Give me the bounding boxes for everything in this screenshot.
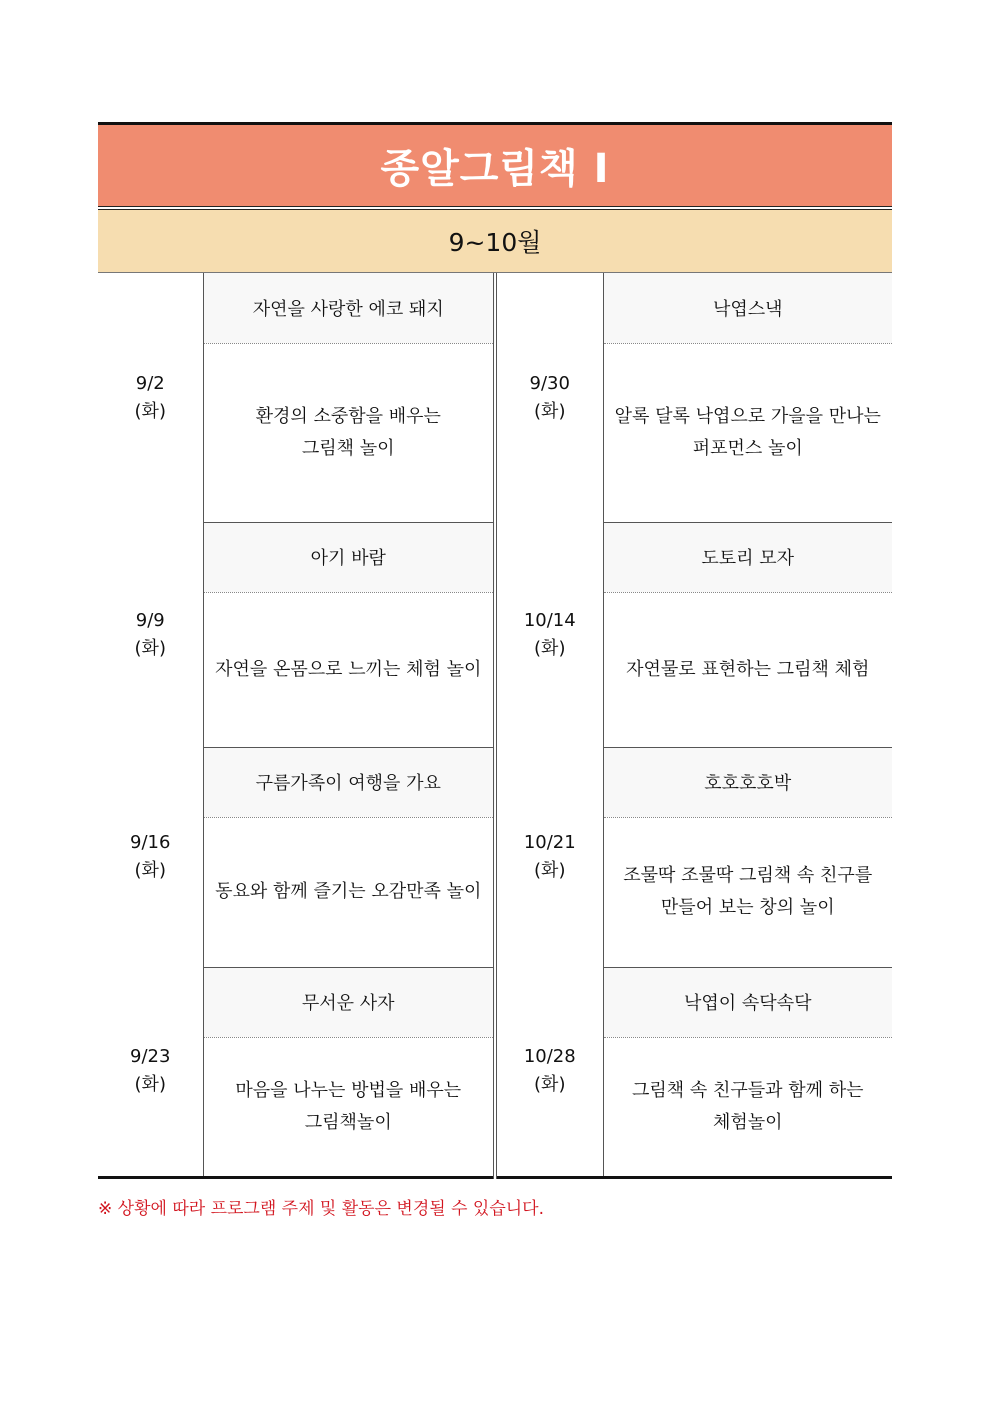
footnote: ※ 상황에 따라 프로그램 주제 및 활동은 변경될 수 있습니다. xyxy=(98,1199,544,1219)
session-description xyxy=(603,817,892,967)
session-description xyxy=(603,1037,892,1177)
day-text: (화) xyxy=(534,637,566,659)
session-date xyxy=(495,747,603,967)
description-line: 그림책 속 친구들과 함께 하는 xyxy=(631,1079,864,1101)
session-date xyxy=(495,522,603,747)
description-line: 동요와 함께 즐기는 오감만족 놀이 xyxy=(215,881,482,902)
session-description xyxy=(603,592,892,747)
description-line: 체험놀이 xyxy=(712,1111,783,1133)
date-text: 10/28 xyxy=(523,1046,576,1068)
description-line: 마음을 나누는 방법을 배우는 xyxy=(235,1079,462,1101)
day-text: (화) xyxy=(134,1074,166,1096)
date-text: 9/9 xyxy=(135,609,165,631)
description-line: 자연을 온몸으로 느끼는 체험 놀이 xyxy=(215,658,482,680)
description-line: 그림책놀이 xyxy=(304,1111,392,1133)
day-text: (화) xyxy=(534,400,566,422)
session-date xyxy=(495,967,603,1177)
description-line: 그림책 놀이 xyxy=(301,437,395,459)
session-topic: 아기 바람 xyxy=(203,522,495,592)
date-text: 9/23 xyxy=(130,1046,171,1068)
session-topic: 호호호호박 xyxy=(603,747,892,817)
date-text: 9/30 xyxy=(529,372,570,394)
date-text: 9/2 xyxy=(135,372,165,394)
date-text: 10/21 xyxy=(523,832,576,853)
description-line: 환경의 소중함을 배우는 xyxy=(255,405,441,427)
session-description xyxy=(203,592,495,747)
day-text: (화) xyxy=(134,637,166,659)
session-description xyxy=(203,343,495,522)
session-date xyxy=(98,967,203,1177)
session-topic: 도토리 모자 xyxy=(603,522,892,592)
session-description xyxy=(203,817,495,967)
session-date xyxy=(495,273,603,522)
session-date xyxy=(98,522,203,747)
schedule-table xyxy=(98,273,892,1179)
session-topic: 무서운 사자 xyxy=(203,967,495,1037)
session-description xyxy=(203,1037,495,1177)
day-text: (화) xyxy=(534,1074,566,1096)
session-topic: 낙엽이 속닥속닥 xyxy=(603,967,892,1037)
schedule-document xyxy=(98,122,892,1179)
description-line: 퍼포먼스 놀이 xyxy=(692,437,803,459)
title-banner xyxy=(98,122,892,206)
month-banner xyxy=(98,210,892,273)
day-text: (화) xyxy=(134,400,166,422)
page-title: 종알그림책 Ⅰ xyxy=(380,146,610,192)
description-line: 자연물로 표현하는 그림책 체험 xyxy=(626,658,870,680)
description-line: 조물딱 조물딱 그림책 속 친구를 xyxy=(623,865,873,886)
description-line: 만들어 보는 창의 놀이 xyxy=(660,897,835,918)
session-description xyxy=(603,343,892,522)
month-label: 9~10월 xyxy=(448,228,542,257)
date-text: 10/14 xyxy=(523,609,576,631)
day-text: (화) xyxy=(534,860,566,881)
description-line: 알록 달록 낙엽으로 가을을 만나는 xyxy=(614,405,881,427)
day-text: (화) xyxy=(134,860,166,881)
date-text: 9/16 xyxy=(130,832,171,853)
session-topic: 구름가족이 여행을 가요 xyxy=(203,747,495,817)
session-date xyxy=(98,273,203,522)
session-date xyxy=(98,747,203,967)
session-topic: 낙엽스낵 xyxy=(603,273,892,343)
session-topic: 자연을 사랑한 에코 돼지 xyxy=(203,273,495,343)
